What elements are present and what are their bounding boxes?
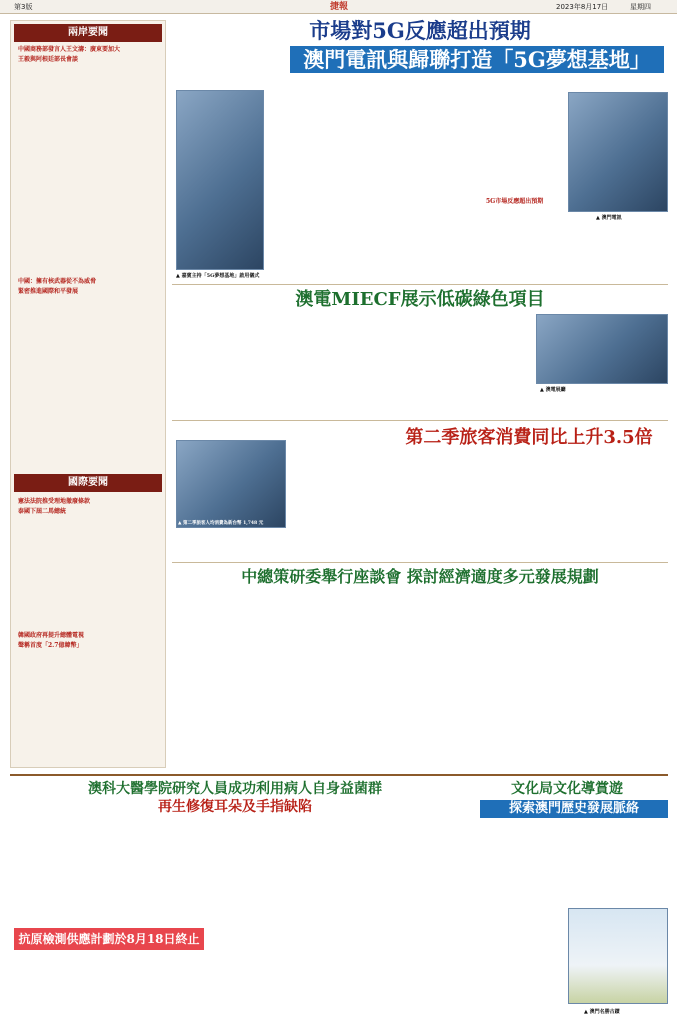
article-text-column bbox=[14, 954, 106, 1018]
article-text-column bbox=[276, 592, 372, 762]
article-text-column bbox=[278, 820, 362, 920]
article-text-column bbox=[382, 928, 462, 1018]
photo-caption: ▲ 第二季旅客人均消費為新台幣 1,748 元 bbox=[178, 521, 264, 526]
article-photo bbox=[568, 92, 668, 212]
headline-5g-market: 市場對5G反應超出預期 bbox=[309, 18, 531, 43]
headline-miecf: 澳電MIECF展示低碳綠色項目 bbox=[295, 289, 545, 310]
sidebar-article-title: 中國：擁有核武器從不為威脅 bbox=[18, 278, 97, 285]
article-text-column bbox=[340, 96, 408, 236]
sidebar-article-subtitle: 王毅與阿根廷部長會談 bbox=[18, 56, 79, 63]
photo-caption: ▲ 嘉賓主持「5G夢想基地」啟用儀式 bbox=[176, 273, 260, 279]
article-text-column bbox=[208, 928, 292, 1018]
sidebar-section-international: 國際要聞 bbox=[14, 474, 162, 492]
article-text-column bbox=[576, 592, 668, 762]
article-text-column bbox=[536, 396, 668, 416]
sidebar-article-subtitle: 緊密推進國際和平發展 bbox=[18, 288, 79, 295]
article-text-column bbox=[412, 96, 480, 276]
article-text-column bbox=[190, 820, 274, 920]
section-divider bbox=[10, 774, 668, 776]
article-text-column bbox=[568, 224, 668, 280]
article-text-column bbox=[366, 820, 460, 920]
article-photo bbox=[536, 314, 668, 384]
article-photo bbox=[568, 908, 668, 1004]
sidebar-section-cross-strait: 兩岸要聞 bbox=[14, 24, 162, 42]
article-text-column bbox=[356, 316, 442, 414]
article-text-column bbox=[176, 532, 286, 558]
article-photo bbox=[176, 90, 264, 270]
article-text-column bbox=[568, 824, 668, 904]
article-text-column bbox=[376, 592, 472, 762]
page-number: 第3版 bbox=[14, 3, 33, 11]
article-text-column bbox=[578, 456, 668, 558]
article-text-column bbox=[102, 820, 186, 920]
article-text-column bbox=[290, 440, 382, 528]
section-divider bbox=[172, 284, 668, 285]
photo-caption: ▲ 澳門電訊 bbox=[596, 215, 622, 221]
sidebar-article-title: 中國商務部發言人王文濤：廣東要加大 bbox=[18, 46, 121, 53]
sidebar-article-title: 韓國政府再提升總體電視 bbox=[18, 632, 85, 639]
article-text-column bbox=[386, 456, 478, 558]
article-text-column bbox=[176, 316, 262, 414]
headline-must-research-sub: 再生修復耳朵及手指缺陷 bbox=[158, 799, 312, 815]
headline-culture-tour: 文化局文化導賞遊 bbox=[511, 781, 623, 797]
headline-must-research: 澳科大醫學院研究人員成功利用病人自身益菌群 bbox=[88, 781, 382, 797]
antigen-supply-banner: 抗原檢測供應計劃於8月18日終止 bbox=[14, 928, 204, 950]
article-text-column bbox=[14, 820, 98, 920]
article-text-column bbox=[268, 96, 336, 236]
article-text-column bbox=[484, 210, 564, 278]
issue-date: 2023年8月17日 bbox=[556, 3, 609, 11]
article-text-column bbox=[470, 824, 564, 954]
article-text-column bbox=[470, 958, 564, 1018]
article-text-column bbox=[290, 532, 382, 558]
sidebar-article-body bbox=[18, 652, 158, 764]
article-text-column bbox=[266, 316, 352, 414]
photo-caption: ▲ 澳門名勝古蹟 bbox=[584, 1009, 620, 1015]
sidebar-article-body bbox=[18, 298, 158, 466]
sidebar-article-body bbox=[18, 518, 158, 626]
article-text-column bbox=[482, 456, 574, 558]
article-text-column bbox=[296, 928, 378, 1018]
headline-culture-tour-sub: 探索澳門歷史發展脈絡 bbox=[480, 800, 668, 818]
article-subhead: 5G市場反應超出預期 bbox=[486, 198, 544, 205]
sidebar-article-subtitle: 聲稱首度「2.7億韓幣」 bbox=[18, 642, 83, 649]
headline-tourist-spending: 第二季旅客消費同比上升3.5倍 bbox=[405, 427, 653, 448]
article-text-column bbox=[176, 592, 272, 762]
sidebar-article-subtitle: 泰國下屆二馬總統 bbox=[18, 508, 67, 515]
section-divider bbox=[172, 562, 668, 563]
weekday: 星期四 bbox=[630, 3, 651, 11]
newspaper-logo: 捷報 bbox=[330, 2, 349, 12]
headline-5g-dream-base: 澳門電訊與歸聯打造「5G夢想基地」 bbox=[290, 46, 664, 73]
sidebar-article-title: 憲法法院推受理地撤廢條款 bbox=[18, 498, 91, 505]
photo-caption: ▲ 澳電展廳 bbox=[540, 387, 566, 393]
sidebar-article-body bbox=[18, 66, 158, 272]
article-photo bbox=[176, 440, 286, 528]
article-text-column bbox=[110, 954, 202, 1018]
section-divider bbox=[172, 420, 668, 421]
article-text-column bbox=[476, 592, 572, 762]
headline-forum: 中總策研委舉行座談會 探討經濟適度多元發展規劃 bbox=[241, 567, 599, 586]
article-text-column bbox=[446, 316, 532, 414]
article-text-column bbox=[484, 96, 564, 192]
